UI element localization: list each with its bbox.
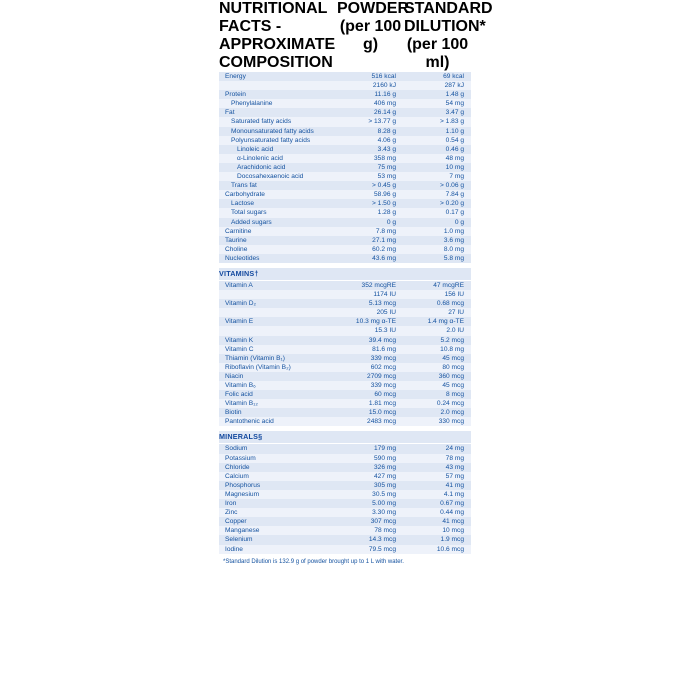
powder-value: 1174 IU [337, 290, 404, 299]
powder-value: 305 mg [337, 481, 404, 490]
nutrient-label: Docosahexaenoic acid [219, 172, 337, 181]
dilution-value: 5.8 mg [404, 254, 471, 263]
table-row [219, 535, 471, 544]
powder-value: 4.06 g [337, 136, 404, 145]
table-row [219, 108, 471, 117]
table-row [219, 72, 471, 81]
table-row [219, 127, 471, 136]
table-row [219, 181, 471, 190]
nutrient-label: Selenium [219, 535, 337, 544]
powder-value: 2483 mcg [337, 417, 404, 426]
table-row [219, 136, 471, 145]
table-row [219, 145, 471, 154]
powder-value: 2709 mcg [337, 372, 404, 381]
nutrient-label: Niacin [219, 372, 337, 381]
powder-value: 590 mg [337, 454, 404, 463]
header-label-cell: NUTRITIONAL FACTS - APPROXIMATE COMPOSITION [219, 0, 336, 71]
dilution-value: 0.24 mcg [404, 399, 471, 408]
powder-value: 7.8 mg [337, 227, 404, 236]
nutrient-label: Choline [219, 245, 337, 254]
powder-value: 26.14 g [337, 108, 404, 117]
powder-value: 205 IU [337, 308, 404, 317]
powder-value: 58.96 g [337, 190, 404, 199]
dilution-value: 5.2 mcg [404, 336, 471, 345]
dilution-value: 1.0 mg [404, 227, 471, 236]
nutrient-label [219, 81, 337, 90]
nutrient-label: Iron [219, 499, 337, 508]
powder-value: 60 mcg [337, 390, 404, 399]
dilution-value: 80 mcg [404, 363, 471, 372]
nutrient-label: Vitamin D₂ [219, 299, 337, 308]
header-dilution-line3: (per 100 ml) [406, 36, 469, 71]
dilution-value: 69 kcal [404, 72, 471, 81]
nutrient-label [219, 290, 337, 299]
nutrient-label: Vitamin K [219, 336, 337, 345]
nutrient-label: α-Linolenic acid [219, 154, 337, 163]
table-row [219, 254, 471, 263]
nutrient-label: Saturated fatty acids [219, 117, 337, 126]
nutrition-table [219, 0, 493, 554]
table-row [219, 245, 471, 254]
dilution-value: 0.46 g [404, 145, 471, 154]
nutrient-label: Potassium [219, 454, 337, 463]
powder-value: 8.28 g [337, 127, 404, 136]
nutrient-label: Vitamin B₁₂ [219, 399, 337, 408]
nutrient-label: Monounsaturated fatty acids [219, 127, 337, 136]
powder-value: 1.81 mcg [337, 399, 404, 408]
powder-value: 10.3 mg α-TE [337, 317, 404, 326]
powder-value: 11.16 g [337, 90, 404, 99]
table-row [219, 345, 471, 354]
dilution-value: 41 mcg [404, 517, 471, 526]
dilution-value: 360 mcg [404, 372, 471, 381]
nutrient-label [219, 326, 337, 335]
dilution-value: > 0.06 g [404, 181, 471, 190]
dilution-value: 0.17 g [404, 208, 471, 217]
nutrient-label: Phenylalanine [219, 99, 337, 108]
table-row [219, 218, 471, 227]
section-header-row [219, 431, 471, 444]
table-row [219, 208, 471, 217]
dilution-value: 2.0 IU [404, 326, 471, 335]
nutrient-label: Carbohydrate [219, 190, 337, 199]
nutrient-label: Linoleic acid [219, 145, 337, 154]
nutrient-label: Biotin [219, 408, 337, 417]
dilution-value: 10 mcg [404, 526, 471, 535]
table-row [219, 280, 471, 290]
section-header-row [219, 267, 471, 280]
section-title: MINERALS§ [219, 431, 471, 444]
nutrient-label: Chloride [219, 463, 337, 472]
table-row [219, 444, 471, 454]
header-dilution-line1: STANDARD [404, 0, 493, 17]
table-row [219, 354, 471, 363]
powder-value: 3.30 mg [337, 508, 404, 517]
dilution-value: > 0.20 g [404, 199, 471, 208]
powder-value: 60.2 mg [337, 245, 404, 254]
table-row [219, 417, 471, 426]
table-row [219, 227, 471, 236]
powder-value: 602 mcg [337, 363, 404, 372]
nutrient-label: Manganese [219, 526, 337, 535]
nutrient-label: Zinc [219, 508, 337, 517]
dilution-value: 330 mcg [404, 417, 471, 426]
section-title: VITAMINS† [219, 267, 471, 280]
nutrient-label: Vitamin E [219, 317, 337, 326]
dilution-value: 1.48 g [404, 90, 471, 99]
powder-value: 358 mg [337, 154, 404, 163]
table-row [219, 163, 471, 172]
powder-value: 75 mg [337, 163, 404, 172]
nutrient-label: Vitamin C [219, 345, 337, 354]
dilution-value: 4.1 mg [404, 490, 471, 499]
powder-value: 15.0 mcg [337, 408, 404, 417]
table-row [219, 517, 471, 526]
dilution-value: 8.0 mg [404, 245, 471, 254]
powder-value: 2160 kJ [337, 81, 404, 90]
powder-value: 5.13 mcg [337, 299, 404, 308]
nutrient-label: Folic acid [219, 390, 337, 399]
dilution-value: 10 mg [404, 163, 471, 172]
dilution-value: 8 mcg [404, 390, 471, 399]
nutrient-label: Calcium [219, 472, 337, 481]
table-row [219, 308, 471, 317]
dilution-value: 2.0 mcg [404, 408, 471, 417]
dilution-value: 10.6 mcg [404, 545, 471, 554]
nutrient-label: Phosphorus [219, 481, 337, 490]
table-row [219, 363, 471, 372]
dilution-value: 0.54 g [404, 136, 471, 145]
header-powder-line2: (per 100 g) [339, 18, 402, 53]
dilution-value: 48 mg [404, 154, 471, 163]
powder-value: 30.5 mg [337, 490, 404, 499]
dilution-value: 3.6 mg [404, 236, 471, 245]
table-row [219, 490, 471, 499]
table-row [219, 199, 471, 208]
nutrient-label: Taurine [219, 236, 337, 245]
powder-value: 79.5 mcg [337, 545, 404, 554]
table-row [219, 172, 471, 181]
nutrient-label: Thiamin (Vitamin B₁) [219, 354, 337, 363]
dilution-value: 287 kJ [404, 81, 471, 90]
nutrient-label: Carnitine [219, 227, 337, 236]
table-row [219, 463, 471, 472]
dilution-value: 1.10 g [404, 127, 471, 136]
powder-value: 39.4 mcg [337, 336, 404, 345]
header-dilution-line2: DILUTION* [404, 18, 486, 35]
powder-value: 352 mcgRE [337, 280, 404, 290]
powder-value: 3.43 g [337, 145, 404, 154]
table-row [219, 336, 471, 345]
nutrient-label [219, 308, 337, 317]
nutrient-label: Energy [219, 72, 337, 81]
table-row [219, 499, 471, 508]
powder-value: 14.3 mcg [337, 535, 404, 544]
powder-value: 339 mcg [337, 381, 404, 390]
table-row [219, 90, 471, 99]
powder-value: 5.00 mg [337, 499, 404, 508]
dilution-value: 47 mcgRE [404, 280, 471, 290]
powder-value: 179 mg [337, 444, 404, 454]
nutrient-label: Vitamin B₆ [219, 381, 337, 390]
dilution-value: 24 mg [404, 444, 471, 454]
nutrient-label: Iodine [219, 545, 337, 554]
table-row [219, 408, 471, 417]
powder-value: 326 mg [337, 463, 404, 472]
table-row [219, 508, 471, 517]
powder-value: > 1.50 g [337, 199, 404, 208]
powder-value: 15.3 IU [337, 326, 404, 335]
table-row [219, 481, 471, 490]
nutrient-label: Added sugars [219, 218, 337, 227]
nutrient-label: Magnesium [219, 490, 337, 499]
nutrient-label: Copper [219, 517, 337, 526]
dilution-value: 0 g [404, 218, 471, 227]
nutrition-facts-panel [219, 0, 493, 567]
powder-value: 0 g [337, 218, 404, 227]
powder-value: 406 mg [337, 99, 404, 108]
powder-value: 427 mg [337, 472, 404, 481]
powder-value: 1.28 g [337, 208, 404, 217]
powder-value: 307 mcg [337, 517, 404, 526]
nutrient-label: Protein [219, 90, 337, 99]
powder-value: 27.1 mg [337, 236, 404, 245]
dilution-value: 0.44 mg [404, 508, 471, 517]
powder-value: 81.6 mg [337, 345, 404, 354]
dilution-value: 41 mg [404, 481, 471, 490]
table-row [219, 299, 471, 308]
table-row [219, 154, 471, 163]
dilution-value: 1.4 mg α-TE [404, 317, 471, 326]
nutrient-label: Vitamin A [219, 280, 337, 290]
table-row [219, 190, 471, 199]
powder-value: 516 kcal [337, 72, 404, 81]
table-row [219, 236, 471, 245]
table-row [219, 381, 471, 390]
table-row [219, 526, 471, 535]
powder-value: > 0.45 g [337, 181, 404, 190]
table-row [219, 399, 471, 408]
table-row [219, 117, 471, 126]
dilution-value: 7 mg [404, 172, 471, 181]
header-dilution-cell [404, 0, 493, 72]
table-row [219, 372, 471, 381]
dilution-value: 54 mg [404, 99, 471, 108]
dilution-value: 0.68 mcg [404, 299, 471, 308]
nutrient-label: Riboflavin (Vitamin B₂) [219, 363, 337, 372]
nutrient-label: Total sugars [219, 208, 337, 217]
dilution-value: 45 mcg [404, 381, 471, 390]
powder-value: 78 mcg [337, 526, 404, 535]
header-powder-cell [337, 0, 409, 72]
nutrient-label: Pantothenic acid [219, 417, 337, 426]
nutrient-label: Sodium [219, 444, 337, 454]
dilution-value: > 1.83 g [404, 117, 471, 126]
nutrient-label: Trans fat [219, 181, 337, 190]
dilution-value: 156 IU [404, 290, 471, 299]
table-row [219, 472, 471, 481]
nutrient-label: Polyunsaturated fatty acids [219, 136, 337, 145]
table-row [219, 390, 471, 399]
dilution-value: 10.8 mg [404, 345, 471, 354]
powder-value: 339 mcg [337, 354, 404, 363]
dilution-value: 43 mg [404, 463, 471, 472]
nutrient-label: Arachidonic acid [219, 163, 337, 172]
nutrient-label: Lactose [219, 199, 337, 208]
table-row [219, 317, 471, 326]
nutrient-label: Fat [219, 108, 337, 117]
table-row [219, 326, 471, 335]
dilution-value: 3.47 g [404, 108, 471, 117]
table-row [219, 81, 471, 90]
powder-value: 43.6 mg [337, 254, 404, 263]
header-powder-line1: POWDER [337, 0, 409, 17]
nutrition-table-body [219, 72, 471, 554]
dilution-value: 78 mg [404, 454, 471, 463]
dilution-value: 27 IU [404, 308, 471, 317]
table-row [219, 290, 471, 299]
footnote: *Standard Dilution is 132.9 g of powder brought up to 1 L with water. [219, 554, 471, 567]
nutrient-label: Nucleotides [219, 254, 337, 263]
dilution-value: 45 mcg [404, 354, 471, 363]
dilution-value: 0.67 mg [404, 499, 471, 508]
dilution-value: 1.9 mcg [404, 535, 471, 544]
dilution-value: 7.84 g [404, 190, 471, 199]
powder-value: 53 mg [337, 172, 404, 181]
powder-value: > 13.77 g [337, 117, 404, 126]
table-row [219, 454, 471, 463]
table-row [219, 99, 471, 108]
table-row [219, 545, 471, 554]
table-header-row [219, 0, 471, 72]
dilution-value: 57 mg [404, 472, 471, 481]
